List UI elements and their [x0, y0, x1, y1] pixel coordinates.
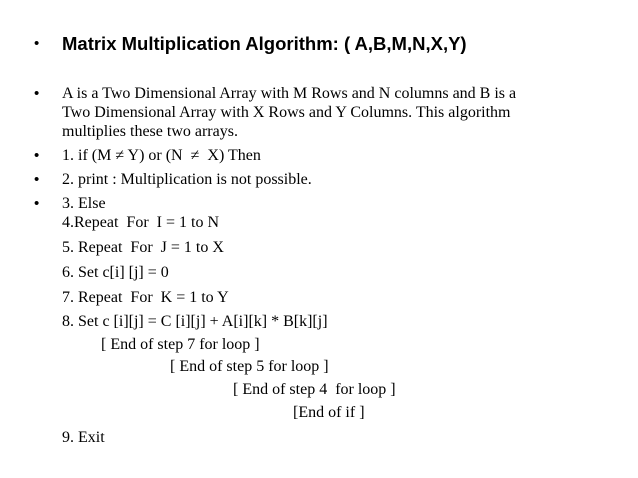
bullet-icon: •: [34, 85, 40, 102]
slide-title: Matrix Multiplication Algorithm: ( A,B,M,N,X,Y): [62, 33, 467, 54]
end-step-5-text: [ End of step 5 for loop ]: [170, 358, 329, 375]
bullet-icon: •: [34, 195, 40, 212]
bullet-step-3: [34, 194, 106, 214]
description-line: Two Dimensional Array with X Rows and Y Columns. This algorithm: [62, 104, 511, 121]
step-6-text: 6. Set c[i] [j] = 0: [62, 264, 169, 281]
bullet-icon: •: [34, 147, 40, 164]
step-4-text: 4.Repeat For I = 1 to N: [62, 214, 219, 231]
step-9-text: 9. Exit: [62, 429, 105, 446]
step-1-text: 1. if (M ≠ Y) or (N ≠ X) Then: [62, 147, 261, 164]
bullet-icon: •: [34, 171, 40, 188]
description-line: A is a Two Dimensional Array with M Rows and N columns and B is a: [62, 85, 517, 102]
end-step-7-text: [ End of step 7 for loop ]: [101, 336, 260, 353]
bullet-step-2: [34, 170, 312, 190]
bullet-description: [34, 84, 516, 141]
step-7-text: 7. Repeat For K = 1 to Y: [62, 289, 229, 306]
end-step-4-text: [ End of step 4 for loop ]: [233, 381, 396, 398]
step-2-text: 2. print : Multiplication is not possible.: [62, 171, 312, 188]
step-5-text: 5. Repeat For J = 1 to X: [62, 239, 224, 256]
step-8-text: 8. Set c [i][j] = C [i][j] + A[i][k] * B[k][j]: [62, 313, 328, 330]
end-if-text: [End of if ]: [293, 404, 365, 421]
title-row: [34, 32, 467, 56]
description-text: [62, 84, 516, 141]
bullet-step-1: [34, 146, 261, 166]
step-3-text: 3. Else: [62, 195, 106, 212]
description-line: multiplies these two arrays.: [62, 123, 238, 140]
bullet-icon: •: [34, 35, 40, 52]
